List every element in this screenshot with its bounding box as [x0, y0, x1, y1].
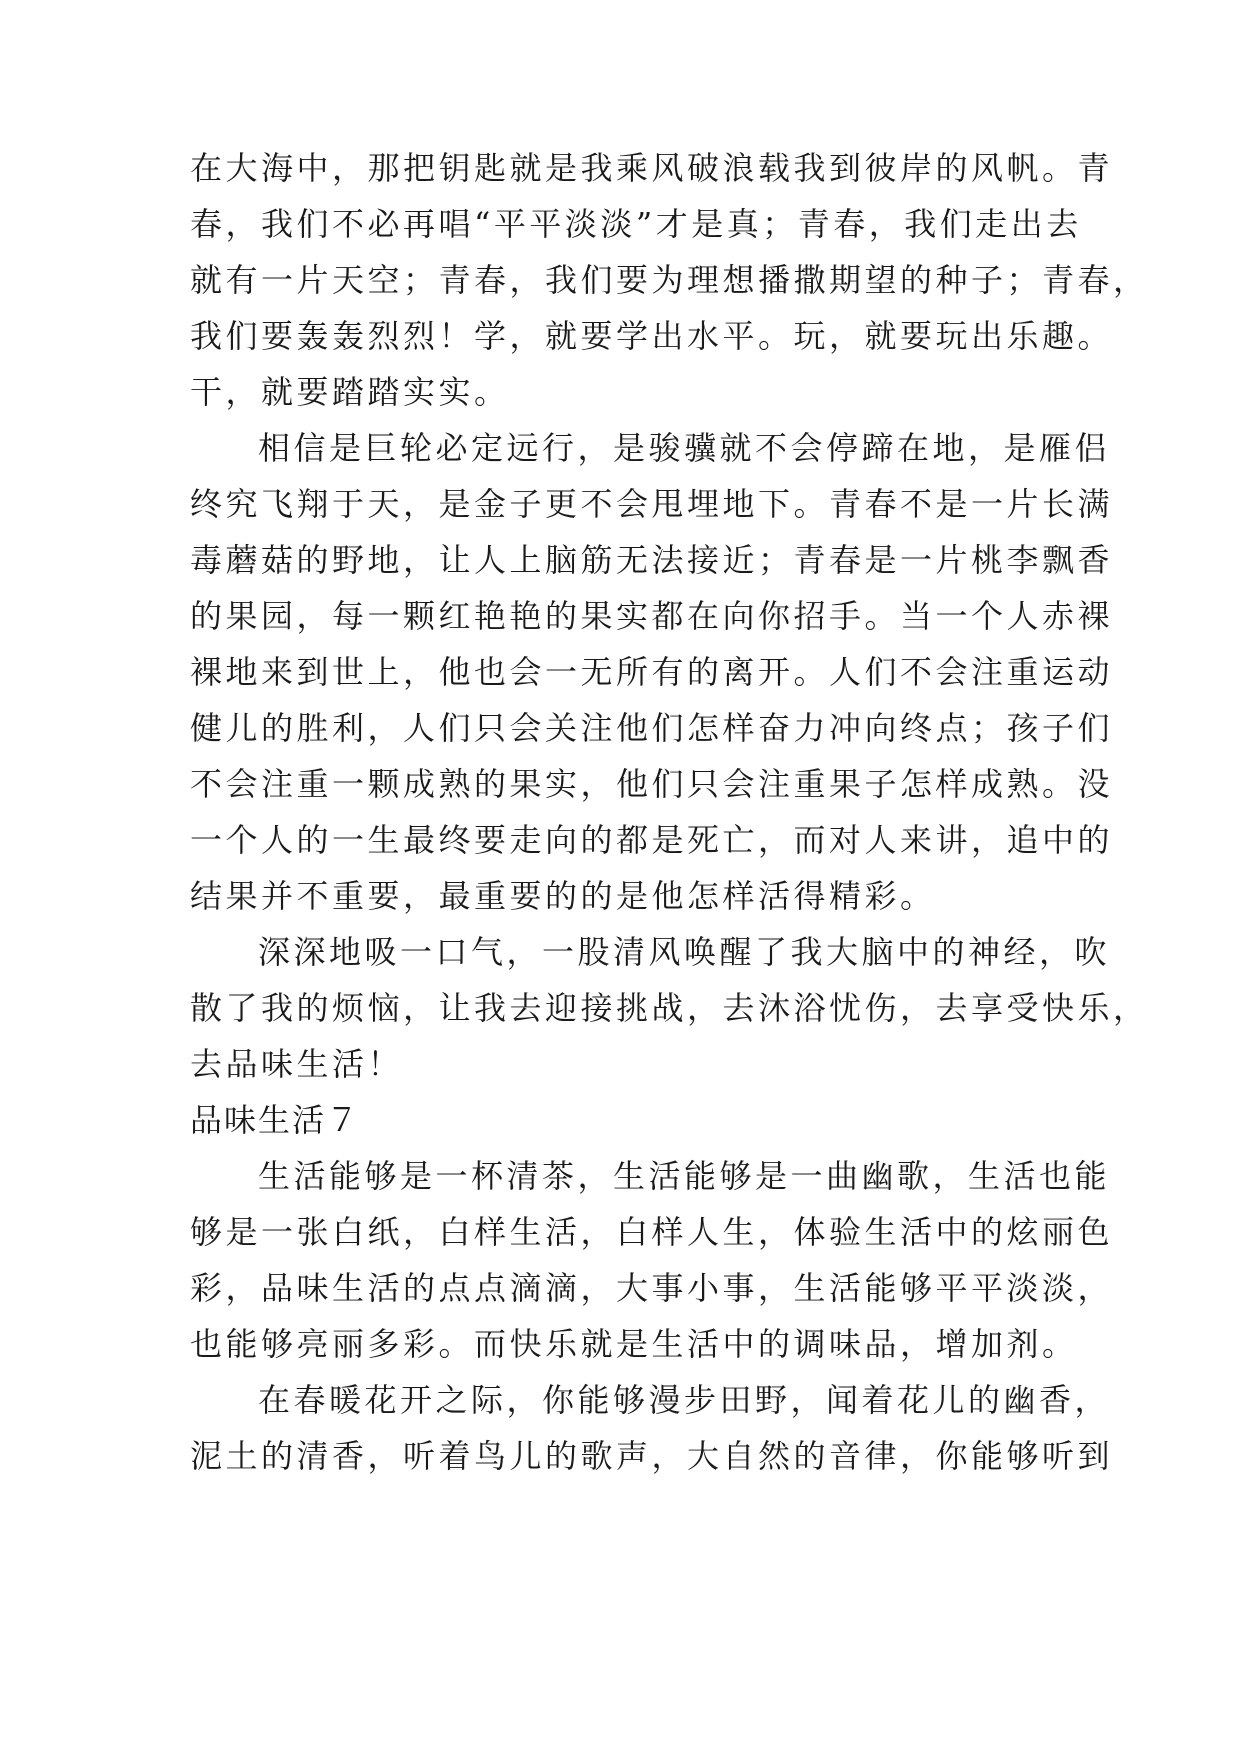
- text-line: 结果并不重要，最重要的的是他怎样活得精彩。: [190, 877, 936, 915]
- text-line: 散了我的烦恼，让我去迎接挑战，去沐浴忧伤，去享受快乐，: [190, 989, 1149, 1027]
- text-line: 我们要轰轰烈烈！学，就要学出水平。玩，就要玩出乐趣。: [190, 317, 1114, 355]
- text-line: 够是一张白纸，白样生活，白样人生，体验生活中的炫丽色: [190, 1213, 1114, 1251]
- paragraph-first-line: 深深地吸一口气，一股清风唤醒了我大脑中的神经，吹: [258, 933, 1111, 971]
- section-heading: 品味生活７: [190, 1101, 361, 1139]
- text-line: 彩，品味生活的点点滴滴，大事小事，生活能够平平淡淡，: [190, 1269, 1114, 1307]
- paragraph-first-line: 相信是巨轮必定远行，是骏骥就不会停蹄在地，是雁侣: [258, 429, 1111, 467]
- text-line: 春，我们不必再唱“平平淡淡”才是真；青春，我们走出去: [190, 205, 1082, 243]
- text-line: 裸地来到世上，他也会一无所有的离开。人们不会注重运动: [190, 653, 1114, 691]
- text-line: 不会注重一颗成熟的果实，他们只会注重果子怎样成熟。没: [190, 765, 1114, 803]
- text-line: 一个人的一生最终要走向的都是死亡，而对人来讲，追中的: [190, 821, 1114, 859]
- text-line: 干，就要踏踏实实。: [190, 373, 510, 411]
- text-line: 也能够亮丽多彩。而快乐就是生活中的调味品，增加剂。: [190, 1325, 1078, 1363]
- text-line: 在大海中，那把钥匙就是我乘风破浪载我到彼岸的风帆。青: [190, 149, 1114, 187]
- text-line: 的果园，每一颗红艳艳的果实都在向你招手。当一个人赤裸: [190, 597, 1114, 635]
- paragraph-first-line: 在春暖花开之际，你能够漫步田野，闻着花儿的幽香，: [258, 1381, 1111, 1419]
- text-line: 泥土的清香，听着鸟儿的歌声，大自然的音律，你能够听到: [190, 1437, 1114, 1475]
- text-line: 就有一片天空；青春，我们要为理想播撒期望的种子；青春，: [190, 261, 1149, 299]
- text-line: 毒蘑菇的野地，让人上脑筋无法接近；青春是一片桃李飘香: [190, 541, 1114, 579]
- text-line: 去品味生活！: [190, 1045, 404, 1083]
- text-line: 终究飞翔于天，是金子更不会甩埋地下。青春不是一片长满: [190, 485, 1114, 523]
- paragraph-first-line: 生活能够是一杯清茶，生活能够是一曲幽歌，生活也能: [258, 1157, 1111, 1195]
- text-line: 健儿的胜利，人们只会关注他们怎样奋力冲向终点；孩子们: [190, 709, 1114, 747]
